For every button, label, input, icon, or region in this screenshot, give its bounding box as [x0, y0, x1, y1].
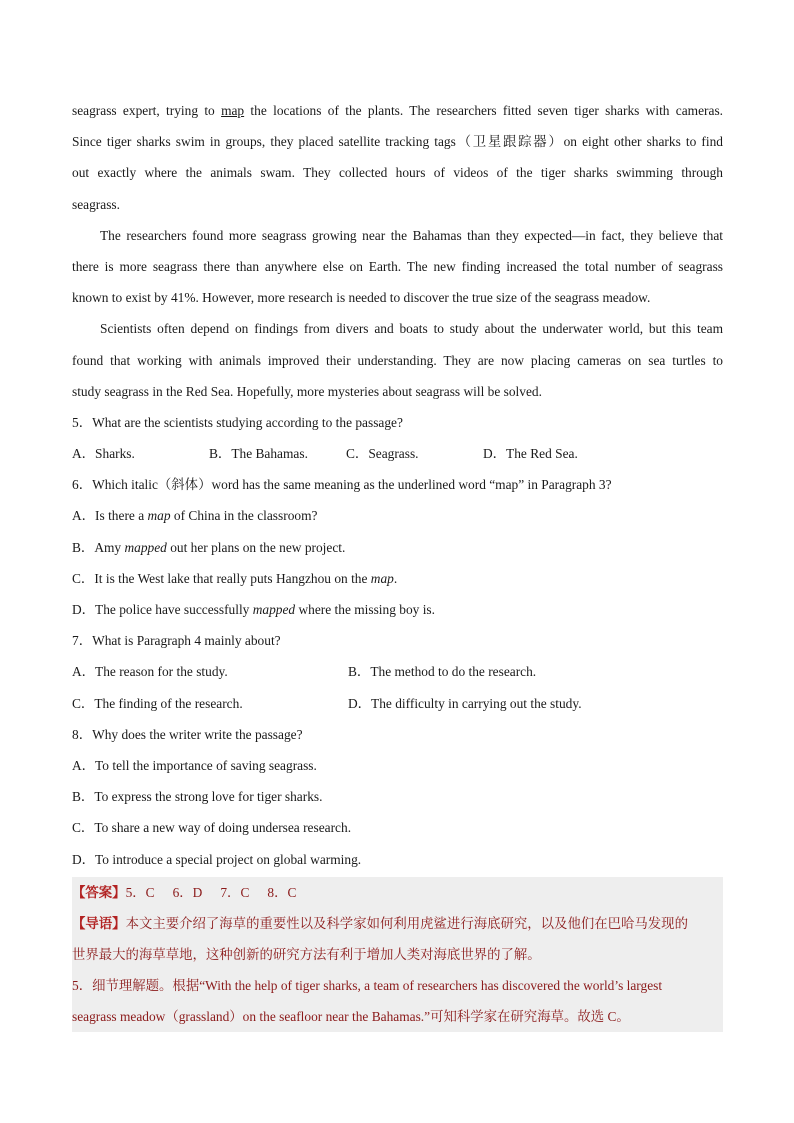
option-c: C．The finding of the research. — [72, 695, 243, 711]
text-span: seagrass expert, trying to — [72, 103, 222, 118]
passage-line: found that working with animals improved their understanding. They are now placing cameras on sea turtles to — [72, 352, 723, 368]
answer-6: 6．D — [172, 884, 203, 900]
passage-line — [72, 95, 723, 126]
question-5-stem: 5．What are the scientists studying according to the passage? — [72, 414, 403, 430]
passage-line: Scientists often depend on findings from divers and boats to study about the underwater world, but this team — [100, 321, 723, 337]
text-span: D．The police have successfully — [72, 602, 253, 617]
question-8-stem: 8．Why does the writer write the passage? — [72, 726, 303, 742]
question-7-options-row2 — [72, 688, 723, 719]
italic-word: mapped — [252, 602, 296, 617]
explanation-line: 5．细节理解题。根据“With the help of tiger sharks, a team of researchers has discovered the world’s largest — [72, 977, 663, 993]
answer-7: 7．C — [220, 884, 250, 900]
document-page — [72, 95, 723, 1032]
text-span: out her plans on the new project. — [166, 539, 346, 555]
passage-line: study seagrass in the Red Sea. Hopefully, more mysteries about seagrass will be solved. — [72, 383, 542, 399]
option-d: D．The difficulty in carrying out the study. — [348, 695, 582, 711]
italic-word: map — [370, 570, 394, 586]
question-5-options — [72, 438, 723, 469]
answer-key-line — [72, 877, 723, 908]
guide-line: 世界最大的海草草地，这种创新的研究方法有利于增加人类对海底世界的了解。 — [72, 946, 541, 962]
passage-line: Since tiger sharks swim in groups, they placed satellite tracking tags（卫星跟踪器）on eight other sharks to find — [72, 134, 723, 150]
option-a: A．Sharks. — [72, 446, 135, 462]
option-b — [72, 532, 723, 563]
question-6-stem: 6．Which italic（斜体）word has the same meaning as the underlined word “map” in Paragraph 3? — [72, 477, 612, 493]
question-7-options-row1 — [72, 656, 723, 687]
passage-line: seagrass. — [72, 196, 120, 212]
option-d — [72, 594, 723, 625]
passage-line: known to exist by 41%. However, more research is needed to discover the true size of the seagrass meadow. — [72, 290, 651, 306]
explanation-line: seagrass meadow（grassland）on the seafloor near the Bahamas.”可知科学家在研究海草。故选 C。 — [72, 1008, 630, 1024]
answer-section — [72, 877, 723, 1032]
answer-8: 8．C — [267, 884, 297, 900]
question-7-stem: 7．What is Paragraph 4 mainly about? — [72, 633, 281, 649]
option-c: C．Seagrass. — [346, 446, 419, 462]
passage-line: The researchers found more seagrass growing near the Bahamas than they expected—in fact, they believe that — [100, 227, 723, 243]
text-span: . — [393, 570, 398, 586]
answer-tag: 【答案】 — [72, 884, 126, 900]
option-d: D．The Red Sea. — [483, 446, 578, 462]
text-span: the locations of the plants. The researchers fitted seven tiger sharks with cameras. — [244, 103, 723, 118]
text-span: of China in the classroom? — [170, 508, 318, 524]
option-a: A．The reason for the study. — [72, 664, 228, 680]
option-a: A．To tell the importance of saving seagrass. — [72, 757, 317, 773]
guide-text: 本文主要介绍了海草的重要性以及科学家如何利用虎鲨进行海底研究，以及他们在巴哈马发现的 — [125, 915, 688, 931]
passage-line: out exactly where the animals swam. They collected hours of videos of the tiger sharks swimming through — [72, 165, 723, 181]
option-c — [72, 563, 723, 594]
option-a — [72, 500, 723, 531]
answer-5: 5．C — [125, 884, 155, 900]
text-span: B．Amy — [72, 539, 125, 555]
italic-word: map — [147, 508, 171, 524]
italic-word: mapped — [124, 539, 167, 555]
option-b: B．The method to do the research. — [348, 664, 537, 680]
option-d: D．To introduce a special project on global warming. — [72, 851, 362, 867]
text-span: A．Is there a — [72, 508, 148, 524]
underlined-word-map: map — [221, 103, 245, 118]
option-b: B．The Bahamas. — [209, 446, 308, 462]
passage-line: there is more seagrass there than anywhere else on Earth. The new finding increased the total number of seagrass — [72, 258, 723, 274]
guide-tag: 【导语】 — [72, 915, 126, 931]
text-span: where the missing boy is. — [295, 602, 435, 617]
option-b: B．To express the strong love for tiger sharks. — [72, 789, 323, 805]
text-span: C．It is the West lake that really puts Hangzhou on the — [72, 570, 371, 586]
guide-line — [72, 908, 723, 939]
option-c: C．To share a new way of doing undersea research. — [72, 820, 352, 836]
